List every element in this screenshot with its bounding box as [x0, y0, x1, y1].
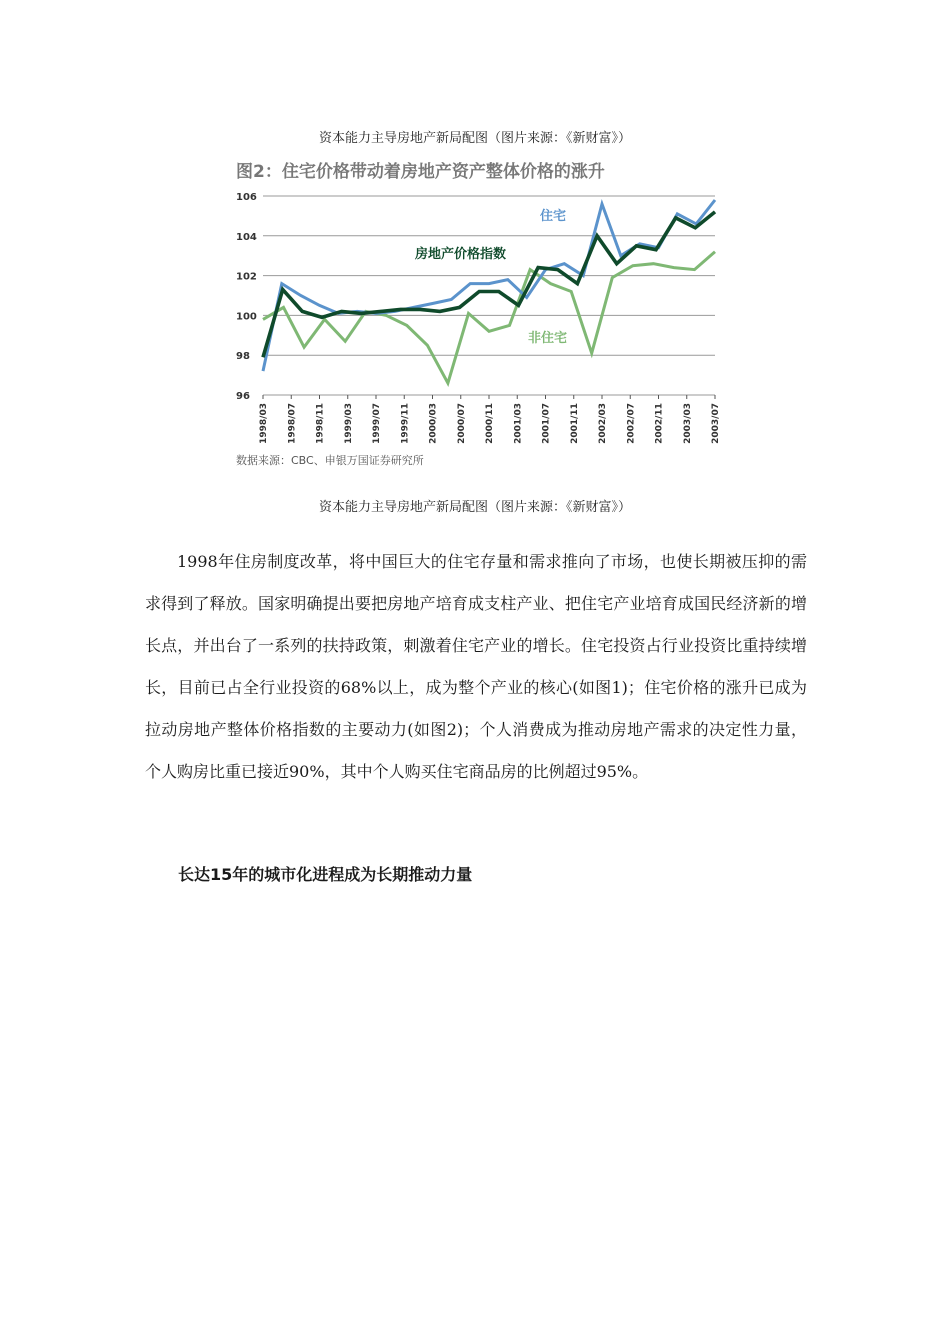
y-tick-label: 106 — [236, 192, 257, 203]
y-tick-label: 100 — [236, 311, 257, 323]
series-line-2 — [263, 252, 715, 383]
series-label-1: 房地产价格指数 — [415, 247, 507, 262]
x-tick-label: 1999/03 — [343, 403, 354, 444]
x-tick-label: 2002/03 — [598, 403, 608, 444]
x-tick-label: 2001/07 — [541, 403, 552, 444]
x-tick-label: 1998/07 — [287, 403, 298, 444]
series-line-0 — [263, 200, 715, 371]
y-tick-label: 102 — [236, 271, 257, 283]
x-tick-label: 2001/11 — [569, 403, 580, 444]
x-tick-label: 1999/11 — [400, 403, 411, 444]
series-label-0: 住宅 — [540, 209, 567, 224]
series-label-2: 非住宅 — [528, 331, 568, 346]
y-axis-ticks — [236, 192, 257, 402]
x-tick-label: 2002/07 — [626, 403, 637, 444]
figure-caption-bottom: 资本能力主导房地产新局配图（图片来源：《新财富》） — [318, 500, 631, 515]
x-tick-label: 2002/11 — [654, 403, 665, 444]
x-tick-label: 2003/07 — [711, 403, 721, 444]
chart-source: 数据来源：CBC、申银万国证券研究所 — [236, 454, 424, 467]
section-heading: 长达15年的城市化进程成为长期推动力量 — [178, 865, 473, 884]
series-labels — [414, 208, 567, 346]
chart-grid — [263, 196, 715, 395]
x-tick-label: 2000/07 — [456, 403, 467, 444]
chart-svg — [228, 150, 721, 472]
x-tick-label: 2001/03 — [513, 403, 524, 444]
chart-title: 图2：住宅价格带动着房地产资产整体价格的涨升 — [236, 162, 605, 182]
y-tick-label: 96 — [236, 391, 250, 402]
x-tick-label: 2000/11 — [485, 403, 495, 444]
y-tick-label: 98 — [236, 351, 250, 363]
y-tick-label: 104 — [236, 231, 257, 243]
x-tick-label: 2000/03 — [428, 403, 439, 444]
x-tick-label: 1999/07 — [372, 403, 382, 444]
x-tick-label: 2003/03 — [682, 403, 693, 444]
body-paragraph: 1998年住房制度改革，将中国巨大的住宅存量和需求推向了市场，也使长期被压抑的需求得到了释放。国家明确提出要把房地产培育成支柱产业、把住宅产业培育成国民经济新的增长点，并出台了一系列的扶持政策，刺激着住宅产业的增长。住宅投资占行业投资比重持续增长，目前已占全行业投资的68%以上，成为整个产业的核心(如图1)；住宅价格的涨升已成为拉动房地产整体价格指数的主要动力(如图2)；个人消费成为推动房地产需求的决定性力量，个人购房比重已接近90%，其中个人购买住宅商品房的比例超过95%。 — [145, 552, 807, 781]
x-tick-label: 1998/03 — [259, 403, 269, 444]
figure-caption-top: 资本能力主导房地产新局配图（图片来源：《新财富》） — [318, 131, 631, 146]
x-tick-label: 1998/11 — [315, 403, 326, 444]
price-index-chart — [228, 150, 721, 472]
x-axis-ticks — [259, 395, 721, 444]
